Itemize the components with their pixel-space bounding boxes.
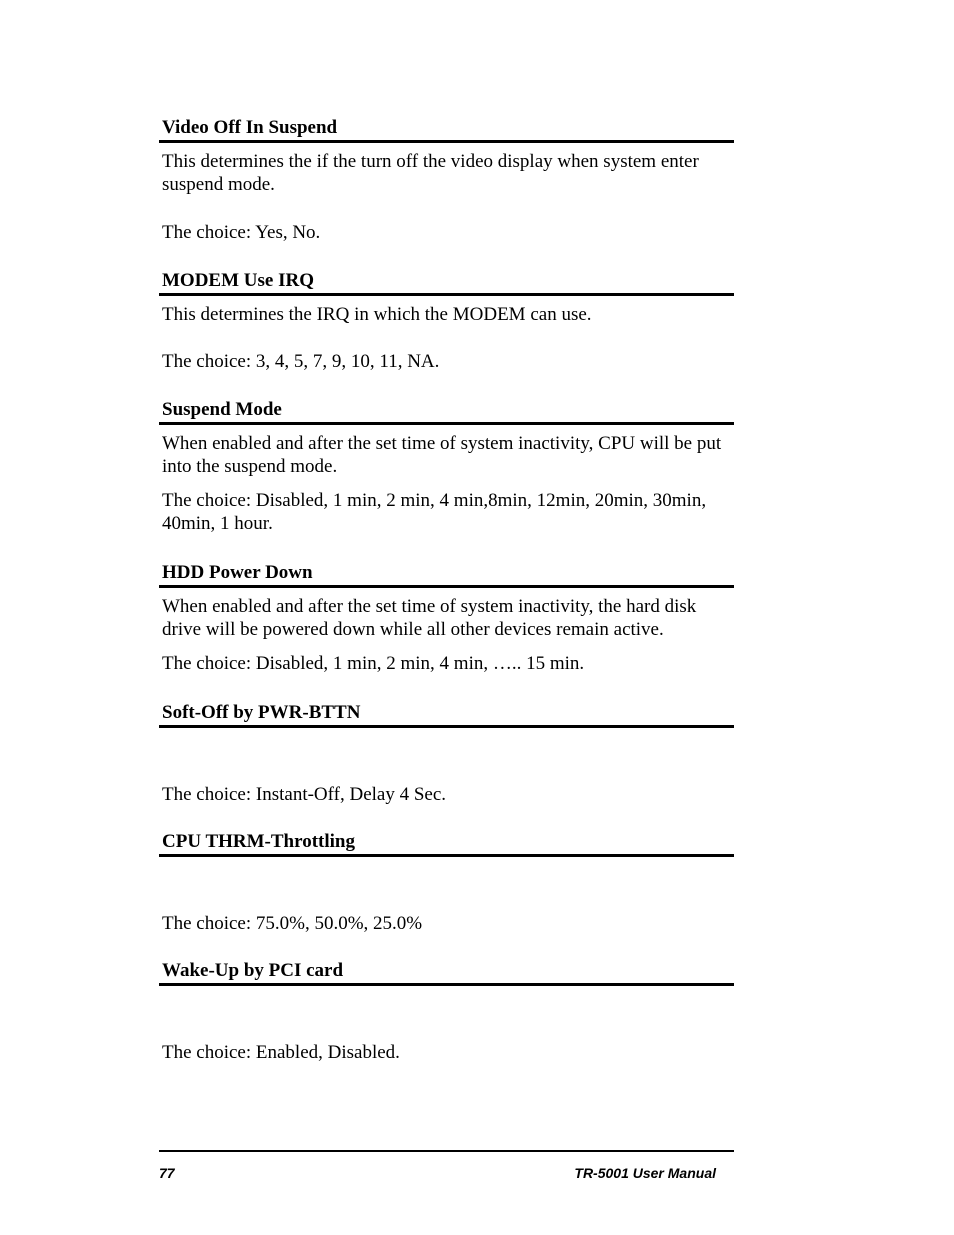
- section-description: This determines the IRQ in which the MODEM can use.: [162, 304, 592, 325]
- section-heading: Soft-Off by PWR-BTTN: [159, 702, 734, 728]
- section-choice: The choice: 3, 4, 5, 7, 9, 10, 11, NA.: [162, 351, 440, 372]
- section-choice: The choice: 75.0%, 50.0%, 25.0%: [162, 913, 423, 934]
- section-wake-up-by-pci-card: [159, 960, 734, 986]
- section-heading: MODEM Use IRQ: [159, 270, 734, 296]
- section-choice: The choice: Enabled, Disabled.: [162, 1042, 400, 1063]
- section-heading: Suspend Mode: [159, 399, 734, 425]
- section-heading: CPU THRM-Throttling: [159, 831, 734, 857]
- section-heading: Video Off In Suspend: [159, 117, 734, 143]
- section-choice: The choice: Disabled, 1 min, 2 min, 4 min, ….. 15 min.: [162, 653, 585, 674]
- page-number: 77: [159, 1165, 175, 1181]
- section-choice: The choice: Disabled, 1 min, 2 min, 4 min,8min, 12min, 20min, 30min, 40min, 1 hour.: [162, 490, 707, 534]
- section-description: This determines the if the turn off the video display when system enter suspend mode.: [162, 151, 699, 195]
- section-modem-use-irq: [159, 270, 734, 326]
- section-heading: HDD Power Down: [159, 562, 734, 588]
- section-soft-off-by-pwr-bttn: [159, 702, 734, 728]
- footer-rule: [159, 1150, 734, 1152]
- section-description: When enabled and after the set time of system inactivity, the hard disk drive will be powered down while all other devices remain active.: [162, 596, 697, 640]
- section-description: When enabled and after the set time of system inactivity, CPU will be put into the suspend mode.: [162, 433, 722, 477]
- section-choice: The choice: Instant-Off, Delay 4 Sec.: [162, 784, 447, 805]
- manual-title: TR-5001 User Manual: [574, 1165, 716, 1181]
- section-choice: The choice: Yes, No.: [162, 222, 321, 243]
- section-hdd-power-down: [159, 562, 734, 675]
- section-video-off-in-suspend: [159, 117, 734, 196]
- section-cpu-thrm-throttling: [159, 831, 734, 857]
- section-heading: Wake-Up by PCI card: [159, 960, 734, 986]
- section-suspend-mode: [159, 399, 734, 535]
